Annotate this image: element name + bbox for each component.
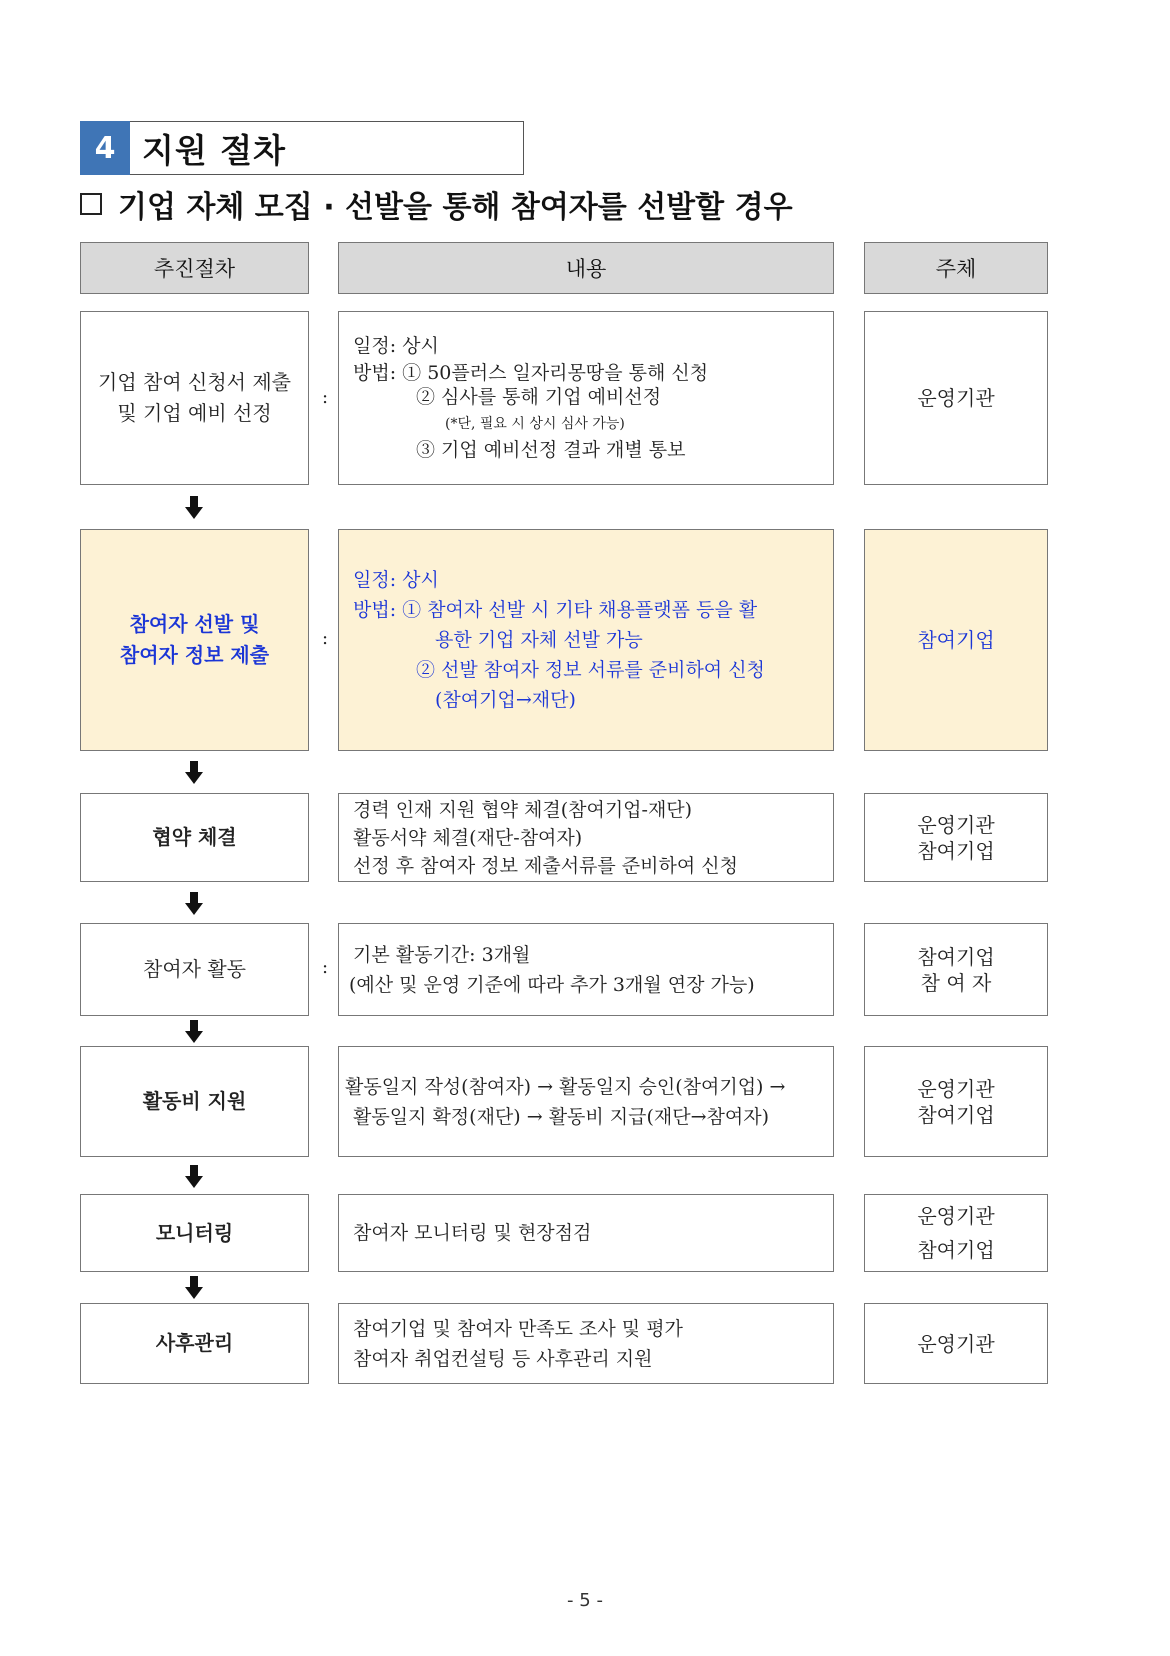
page-number: - 5 -: [567, 1590, 603, 1611]
subject-line: 참여기업: [917, 838, 995, 863]
step-content-3: [338, 793, 834, 882]
subject-line: 참 여 자: [920, 970, 992, 995]
content-line: 활동일지 작성(참여자) → 활동일지 승인(참여기업) →: [345, 1075, 786, 1098]
content-line: 참여자 취업컨설팅 등 사후관리 지원: [353, 1347, 653, 1370]
step-subject-6: [864, 1194, 1048, 1272]
header-subject: 주체: [864, 242, 1048, 294]
content-line: 활동일지 확정(재단) → 활동비 지급(재단→참여자): [353, 1105, 770, 1128]
subject-line: 운영기관: [917, 812, 995, 837]
content-line: 선정 후 참여자 정보 제출서류를 준비하여 신청: [353, 854, 738, 877]
subject-line: 참여기업: [917, 944, 995, 969]
down-arrow-icon: [183, 1020, 205, 1044]
process-line: 모니터링: [155, 1220, 234, 1245]
step-subject-2: [864, 529, 1048, 751]
subject-line: 참여기업: [917, 1238, 995, 1262]
step-subject-4: [864, 923, 1048, 1016]
content-line: (참여기업→재단): [435, 689, 576, 711]
content-line: 참여기업 및 참여자 만족도 조사 및 평가: [353, 1317, 683, 1340]
process-line: 사후관리: [155, 1331, 234, 1355]
step-process-6: [80, 1194, 309, 1272]
step-process-1: [80, 311, 309, 485]
step-subject-3: [864, 793, 1048, 882]
step-content-7: [338, 1303, 834, 1384]
process-line: 참여자 선발 및: [129, 612, 260, 636]
down-arrow-icon: [183, 1276, 205, 1300]
step-process-7: [80, 1303, 309, 1384]
process-line: 참여자 정보 제출: [119, 643, 270, 667]
subject-line: 운영기관: [917, 1204, 995, 1228]
colon-separator: :: [322, 387, 329, 408]
checkbox-icon: [80, 193, 102, 215]
down-arrow-icon: [183, 761, 205, 785]
content-line: (예산 및 운영 기준에 따라 추가 3개월 연장 가능): [349, 973, 755, 996]
content-line: 일정: 상시: [353, 335, 439, 357]
process-line: 및 기업 예비 선정: [117, 401, 272, 425]
colon-separator: :: [322, 628, 329, 649]
step-subject-5: [864, 1046, 1048, 1157]
process-line: 활동비 지원: [142, 1089, 247, 1113]
content-line: 용한 기업 자체 선발 가능: [435, 629, 643, 651]
subject-line: 참여기업: [917, 1102, 995, 1127]
content-line: 경력 인재 지원 협약 체결(참여기업-재단): [353, 798, 693, 821]
header-process: 추진절차: [80, 242, 309, 294]
subject-line: 운영기관: [917, 1076, 995, 1101]
step-content-1: [338, 311, 834, 485]
step-content-6: [338, 1194, 834, 1272]
step-content-5: [338, 1046, 834, 1157]
content-line: ② 심사를 통해 기업 예비선정: [416, 386, 662, 408]
content-line: 참여자 모니터링 및 현장점검: [353, 1222, 592, 1244]
content-line: 방법: ① 참여자 선발 시 기타 채용플랫폼 등을 활: [353, 599, 758, 621]
subject-line: 참여기업: [917, 628, 995, 652]
step-subject-7: [864, 1303, 1048, 1384]
header-content: 내용: [338, 242, 834, 294]
process-line: 기업 참여 신청서 제출: [98, 370, 291, 394]
down-arrow-icon: [183, 1165, 205, 1189]
down-arrow-icon: [183, 496, 205, 520]
content-line: 일정: 상시: [353, 569, 439, 591]
step-content-2: [338, 529, 834, 751]
content-line: 방법: ① 50플러스 일자리몽땅을 통해 신청: [353, 362, 709, 384]
step-subject-1: [864, 311, 1048, 485]
subject-line: 운영기관: [917, 386, 995, 410]
step-process-4: [80, 923, 309, 1016]
section-title: 지원 절차: [142, 130, 287, 170]
step-process-3: [80, 793, 309, 882]
step-process-2: [80, 529, 309, 751]
process-line: 참여자 활동: [143, 957, 246, 981]
content-line: ③ 기업 예비선정 결과 개별 통보: [416, 439, 686, 461]
step-process-5: [80, 1046, 309, 1157]
content-line: 활동서약 체결(재단-참여자): [353, 826, 583, 849]
section-number-badge: 4: [80, 121, 130, 175]
subtitle: 기업 자체 모집 · 선발을 통해 참여자를 선발할 경우: [118, 190, 793, 225]
process-line: 협약 체결: [152, 825, 237, 849]
subject-line: 운영기관: [917, 1331, 995, 1356]
content-note: (*단, 필요 시 상시 심사 가능): [445, 416, 625, 432]
colon-separator: :: [322, 957, 329, 978]
content-line: ② 선발 참여자 정보 서류를 준비하여 신청: [416, 659, 765, 681]
content-line: 기본 활동기간: 3개월: [353, 943, 531, 966]
step-content-4: [338, 923, 834, 1016]
down-arrow-icon: [183, 892, 205, 916]
